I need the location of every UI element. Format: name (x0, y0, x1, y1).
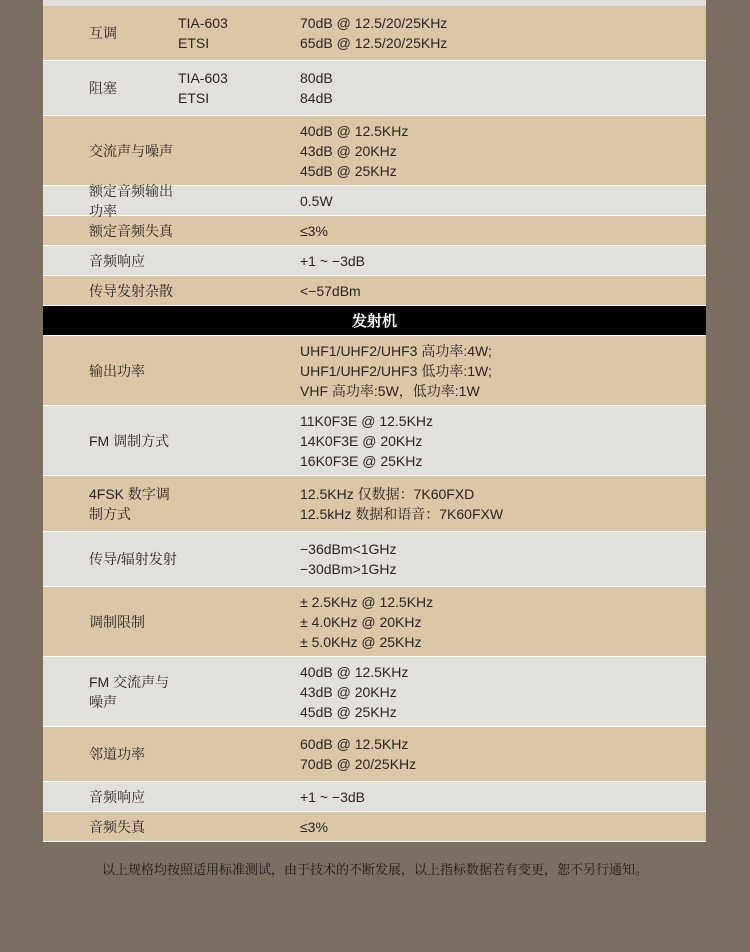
spec-value (300, 592, 706, 652)
value-line: 70dB @ 12.5/20/25KHz (300, 15, 448, 31)
spec-value (300, 539, 706, 579)
spec-row (43, 116, 706, 186)
spec-label: 额定音频失真 (89, 222, 173, 239)
spec-row (43, 812, 706, 842)
value-line: 84dB (300, 90, 333, 106)
standard-line: TIA-603 (178, 15, 228, 31)
value-line: −30dBm>1GHz (300, 561, 397, 577)
value-line: 40dB @ 12.5KHz (300, 663, 409, 680)
spec-value (300, 13, 706, 53)
spec-value (300, 191, 706, 211)
spec-label: 4FSK 数字调制方式 (89, 485, 170, 522)
value-line: ± 4.0KHz @ 20KHz (300, 613, 422, 630)
value-line: 65dB @ 12.5/20/25KHz (300, 35, 448, 51)
spec-label: 输出功率 (89, 362, 145, 379)
transmitter-section-header (43, 306, 706, 336)
spec-value (300, 281, 706, 301)
spec-value (300, 121, 706, 181)
spec-label: 传导/辐射发射 (89, 551, 177, 567)
spec-row (43, 406, 706, 476)
footnote: 以上规格均按照适用标准测试，由于技术的不断发展，以上指标数据若有变更，恕不另行通知。 (101, 862, 648, 877)
spec-table (43, 0, 706, 842)
value-line: +1 ~ −3dB (300, 788, 366, 805)
value-line: ≤3% (300, 222, 328, 239)
value-line: 43dB @ 20KHz (300, 142, 397, 159)
spec-label: 额定音频输出功率 (89, 182, 173, 219)
value-line: VHF 高功率:5W，低功率:1W (300, 382, 480, 399)
spec-row (43, 336, 706, 406)
spec-row (43, 476, 706, 532)
spec-label: 交流声与噪声 (89, 142, 173, 159)
value-line: 70dB @ 20/25KHz (300, 756, 417, 772)
spec-row (43, 587, 706, 657)
spec-label: 音频响应 (89, 788, 145, 805)
spec-row (43, 61, 706, 116)
spec-value (300, 484, 706, 524)
value-line: 14K0F3E @ 20KHz (300, 432, 423, 449)
spec-row (43, 782, 706, 812)
spec-row (43, 246, 706, 276)
value-line: 80dB (300, 70, 333, 86)
value-line: 40dB @ 12.5KHz (300, 122, 409, 139)
spec-label: 音频失真 (89, 818, 145, 835)
spec-row (43, 727, 706, 782)
value-line: 43dB @ 20KHz (300, 683, 397, 700)
value-line: 16K0F3E @ 25KHz (300, 452, 423, 469)
value-line: 11K0F3E @ 12.5KHz (300, 412, 434, 429)
value-line: ≤3% (300, 818, 328, 835)
standard-line: ETSI (178, 35, 210, 51)
spec-row (43, 532, 706, 587)
value-line: +1 ~ −3dB (300, 252, 366, 269)
spec-value (300, 662, 706, 722)
value-line: UHF1/UHF2/UHF3 高功率:4W; (300, 342, 492, 359)
spec-label: FM 调制方式 (89, 432, 170, 449)
spec-value (300, 221, 706, 241)
value-line: ± 5.0KHz @ 25KHz (300, 633, 422, 650)
spec-standard (178, 68, 300, 108)
spec-standard (178, 13, 300, 53)
value-line: 45dB @ 25KHz (300, 162, 397, 179)
standard-line: ETSI (178, 90, 210, 106)
spec-row (43, 216, 706, 246)
value-line: 0.5W (300, 192, 333, 209)
value-line: 12.5kHz 数据和语音：7K60FXW (300, 505, 504, 522)
value-line: 60dB @ 12.5KHz (300, 736, 409, 752)
value-line: −36dBm<1GHz (300, 541, 397, 557)
spec-row (43, 276, 706, 306)
receiver-spec-rows (43, 6, 706, 306)
value-line: ± 2.5KHz @ 12.5KHz (300, 593, 434, 610)
spec-label: 邻道功率 (89, 746, 145, 762)
spec-label: 阻塞 (89, 80, 117, 96)
spec-row (43, 182, 706, 219)
spec-value (300, 787, 706, 807)
spec-row (43, 6, 706, 61)
spec-value (300, 341, 706, 401)
spec-label: 音频响应 (89, 252, 145, 269)
spec-value (300, 817, 706, 837)
value-line: UHF1/UHF2/UHF3 低功率:1W; (300, 362, 492, 379)
spec-value (300, 251, 706, 271)
spec-row (43, 657, 706, 727)
spec-label: FM 交流声与噪声 (89, 673, 170, 710)
value-line: <−57dBm (300, 282, 361, 299)
spec-value (300, 411, 706, 471)
value-line: 12.5KHz 仅数据：7K60FXD (300, 485, 475, 502)
spec-label: 传导发射杂散 (89, 282, 173, 299)
spec-value (300, 68, 706, 108)
transmitter-spec-rows (43, 336, 706, 842)
transmitter-header-label: 发射机 (351, 313, 397, 330)
standard-line: TIA-603 (178, 70, 228, 86)
spec-label: 互调 (89, 25, 117, 41)
spec-value (300, 734, 706, 774)
value-line: 45dB @ 25KHz (300, 703, 397, 720)
spec-label: 调制限制 (89, 613, 145, 630)
